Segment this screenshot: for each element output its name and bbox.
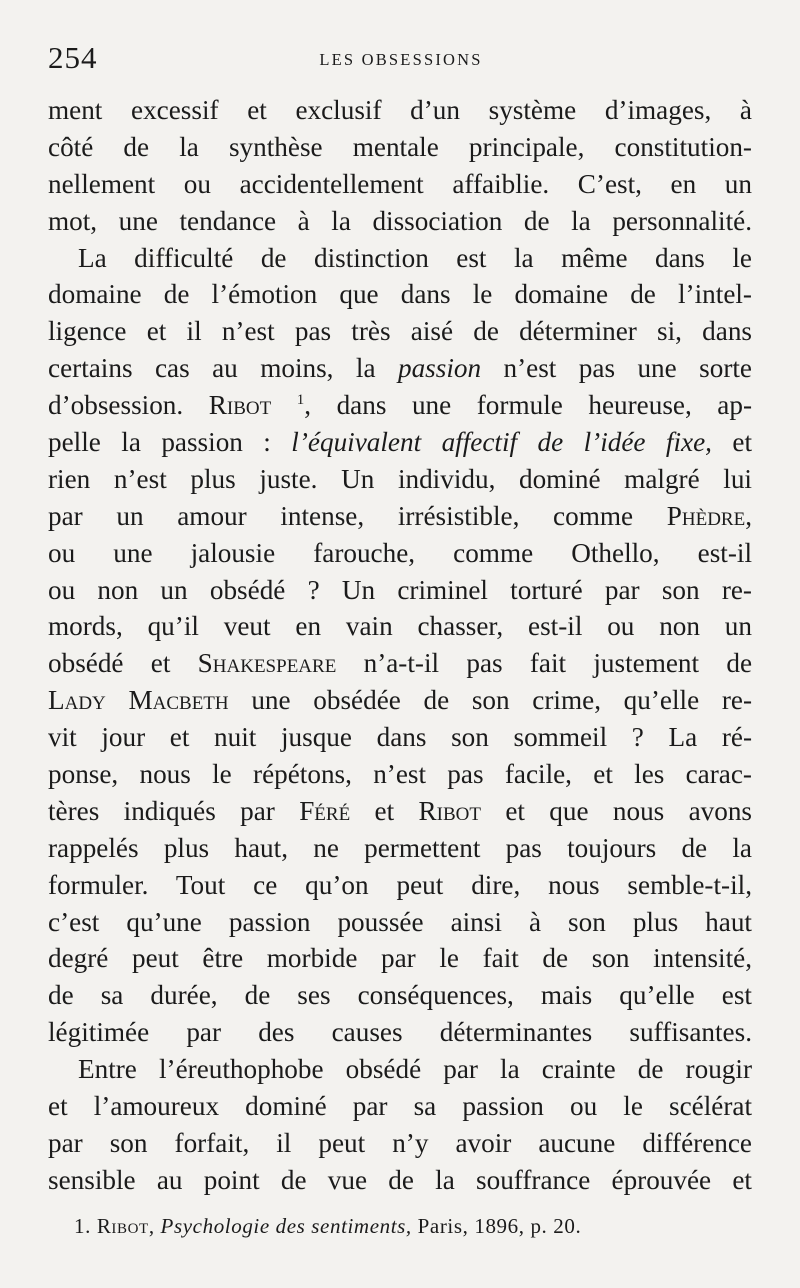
text-segment: certains cas au moins, la (48, 353, 376, 384)
text-line: par son forfait, il peut n’y avoir aucune différence (48, 1127, 752, 1158)
italic-term: passion (397, 353, 482, 384)
text-line: rappelés plus haut, ne permettent pas toujours de la (48, 832, 752, 863)
text-line: ou une jalousie farouche, comme Othello, est-il (48, 537, 752, 568)
text-line: nellement ou accidentellement affaiblie. C’est, en un (48, 168, 752, 199)
text-line: mords, qu’il veut en vain chasser, est-il ou non un (48, 611, 752, 642)
text-segment: et (374, 795, 395, 826)
text-segment: d’obsession. (48, 390, 184, 421)
text-segment: , (745, 500, 753, 531)
text-line: légitimée par des causes déterminantes suffisantes. (48, 1017, 752, 1048)
text-line: La difficulté de distinction est la même dans le (78, 242, 752, 273)
text-line: Entre l’éreuthophobe obsédé par la crainte de rougir (78, 1054, 752, 1085)
page-number: 254 (48, 40, 98, 75)
italic-quote: l’équivalent affectif de l’idée fixe, (291, 427, 712, 458)
text-line: ment excessif et exclusif d’un système d’images, à (48, 95, 752, 125)
text-segment: et que nous avons (505, 795, 753, 826)
body-text (48, 92, 752, 1199)
footnote-separator: , (148, 1214, 155, 1238)
text-line: et l’amoureux dominé par sa passion ou le scélérat (48, 1091, 752, 1122)
text-line: ponse, nous le répétons, n’est pas facile, et les carac- (48, 759, 752, 790)
text-line (48, 498, 752, 535)
text-segment: pelle la passion : (48, 427, 271, 458)
author-name: Shakespeare (197, 648, 337, 679)
footnote-marker: 1 (296, 392, 305, 409)
text-line (48, 387, 752, 424)
text-line: vit jour et nuit jusque dans son sommeil ? La ré- (48, 722, 752, 753)
text-line (48, 424, 752, 461)
author-name: Féré (299, 795, 351, 826)
text-line (48, 682, 752, 719)
text-line (48, 645, 752, 682)
text-segment: une obsédée de son crime, qu’elle re- (251, 685, 753, 716)
text-line: mot, une tendance à la dissociation de la personnalité. (48, 205, 752, 236)
text-segment: et (732, 427, 753, 458)
footnote-reference: Paris, 1896, p. 20. (417, 1214, 582, 1238)
text-line: degré peut être morbide par le fait de son intensité, (48, 943, 752, 974)
footnote-title: Psychologie des sentiments, (160, 1214, 412, 1238)
character-name: Lady Macbeth (48, 685, 229, 716)
text-segment: n’a-t-il pas fait justement de (363, 648, 753, 679)
text-line: ou non un obsédé ? Un criminel torturé par son re- (48, 574, 752, 605)
text-line: domaine de l’émotion que dans le domaine de l’intel- (48, 279, 752, 310)
author-name: Ribot (418, 795, 481, 826)
text-line: formuler. Tout ce qu’on peut dire, nous semble-t-il, (48, 869, 752, 900)
text-line (48, 350, 752, 387)
page-header (48, 40, 754, 84)
text-line: c’est qu’une passion poussée ainsi à son plus haut (48, 906, 752, 937)
text-line: ligence et il n’est pas très aisé de déterminer si, dans (48, 316, 752, 347)
text-segment: obsédé et (48, 648, 171, 679)
text-segment: tères indiqués par (48, 795, 275, 826)
footnote-author: Ribot (96, 1214, 149, 1238)
text-line: de sa durée, de ses conséquences, mais qu’elle est (48, 980, 752, 1011)
text-line: sensible au point de vue de la souffrance éprouvée et (48, 1164, 752, 1195)
text-line (48, 793, 752, 830)
text-segment: , dans une formule heureuse, ap- (304, 390, 753, 421)
text-line: côté de la synthèse mentale principale, constitution- (48, 131, 752, 162)
text-line: rien n’est plus juste. Un individu, dominé malgré lui (48, 463, 752, 494)
character-name: Phèdre (666, 500, 746, 531)
text-segment: n’est pas une sorte (503, 353, 752, 384)
footnote-number: 1. (74, 1214, 91, 1238)
author-name: Ribot (208, 390, 272, 421)
text-segment: par un amour intense, irrésistible, comme (48, 500, 634, 531)
running-title: LES OBSESSIONS (319, 50, 483, 69)
footnote (74, 1212, 734, 1240)
